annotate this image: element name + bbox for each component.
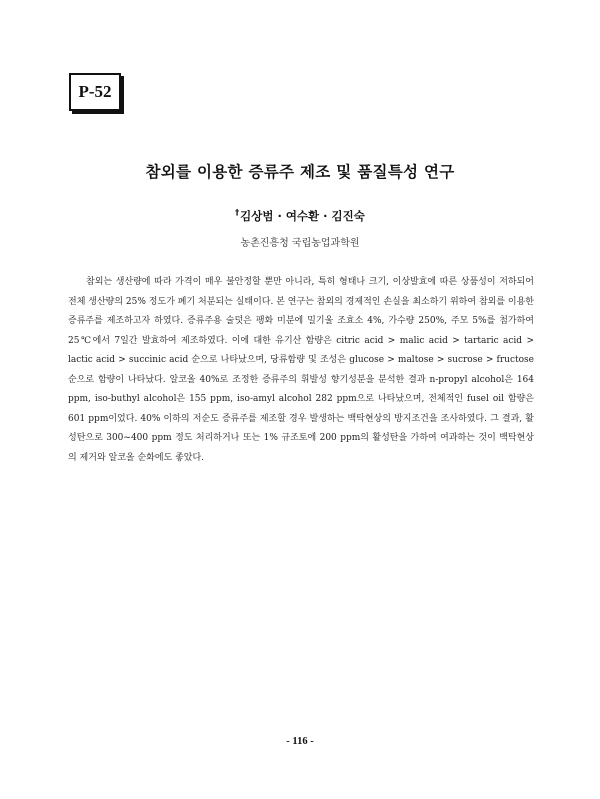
page-number: - 116 - [286,736,314,747]
poster-code: P-52 [78,82,112,101]
paper-title: 참외를 이용한 증류주 제조 및 품질특성 연구 [145,163,455,181]
abstract-paragraph: 참외는 생산량에 따라 가격이 매우 불안정할 뿐만 아니라, 특히 형태나 크기, 이상발효에 따른 상품성이 저하되어 전체 생산량의 25% 정도가 폐기 처분되는 실태이다. 본 연구는 참외의 경제적인 손실을 최소하기 위하여 참외를 이용한 증류주를 제조하고자 하였다. 증류주용 술덧은 팽화 미분에 밀기울 조효소 4%, 가수량 250%, 주모 5%를 첨가하여 25℃에서 7일간 발효하여 제조하였다. 이에 대한 유기산 함량은 citric acid > malic acid > tartaric acid > lactic acid > succinic acid 순으로 나타났으며, 당류함량 및 조성은 glucose > maltose > sucrose > fructose 순으로 함량이 나타났다. 알코올 40%로 조정한 증류주의 휘발성 향기성분을 분석한 결과 n-propyl alcohol은 164 ppm, iso-buthyl alcohol은 155 ppm, iso-amyl alcohol 282 ppm으로 나타났으며, 전체적인 fusel oil 함량은 601 ppm이었다. 40% 이하의 저순도 증류주를 제조할 경우 발생하는 백탁현상의 방지조건을 조사하였다. 그 결과, 활성탄으로 300~400 ppm 정도 처리하거나 또는 1% 규조토에 200 ppm의 활성탄을 가하여 여과하는 것이 백탁현상의 제거와 알코올 순화에도 좋았다. [68,277,534,463]
abstract-body [68,273,534,468]
poster-code-box [69,73,121,111]
corresponding-author-mark: † [235,208,240,217]
author-line [0,208,600,224]
affiliation: 농촌진흥청 국립농업과학원 [240,238,360,249]
author-names: 김상범 · 여수환 · 김진숙 [240,209,365,223]
